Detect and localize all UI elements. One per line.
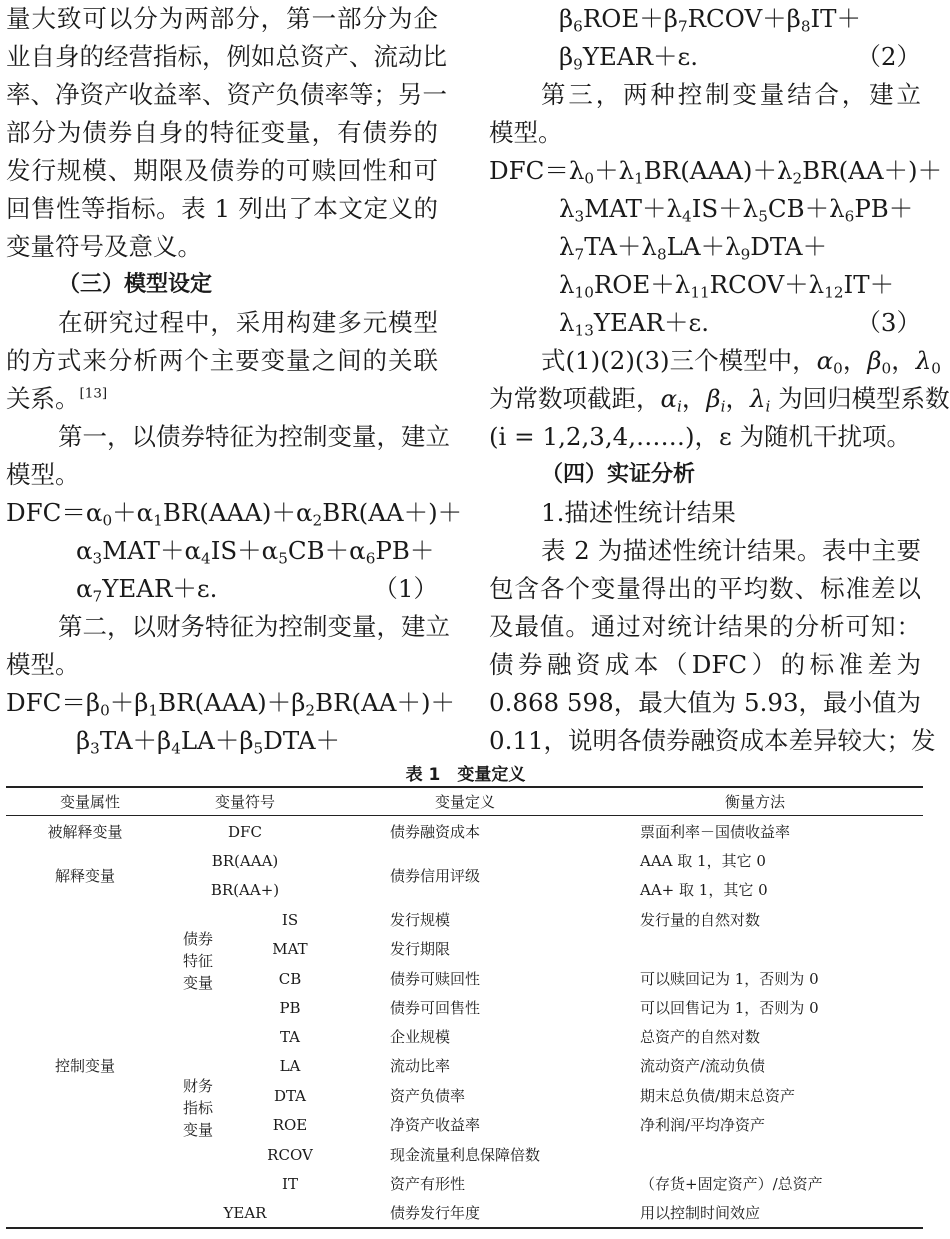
cell-method: 用以控制时间效应 bbox=[640, 1204, 761, 1222]
table-header-rule bbox=[6, 815, 923, 816]
equation-number: （2） bbox=[856, 42, 921, 71]
cell-symbol: DTA bbox=[273, 1087, 307, 1105]
cell-definition: 债券融资成本 bbox=[390, 823, 481, 841]
text-line: 第一，以债券特征为控制变量，建立 bbox=[58, 422, 450, 451]
equation-number: （1） bbox=[373, 574, 438, 603]
cell-definition: 债券信用评级 bbox=[390, 867, 481, 885]
equation-3-line: $\lambda_3MAT+\lambda_4IS+\lambda_5CB+\lambda_6PB+$ bbox=[559, 194, 914, 226]
text-line: 0.868 598，最大值为 5.93，最小值为 bbox=[489, 688, 922, 717]
table-top-rule bbox=[6, 786, 923, 788]
cell-definition: 现金流量利息保障倍数 bbox=[390, 1146, 541, 1164]
cell-symbol: LA bbox=[279, 1057, 301, 1075]
citation: [13] bbox=[79, 385, 108, 402]
cell-definition: 债券可赎回性 bbox=[390, 970, 481, 988]
equation-number: （3） bbox=[856, 308, 921, 337]
cell-method: 可以赎回记为 1，否则为 0 bbox=[640, 970, 819, 988]
cell-definition: 债券可回售性 bbox=[390, 999, 481, 1017]
subgroup-label-char: 特征 bbox=[182, 952, 213, 970]
text-line: 率、净资产收益率、资产负债率等；另一 bbox=[6, 80, 447, 109]
table-bottom-rule bbox=[6, 1227, 923, 1229]
cell-symbol: IT bbox=[282, 1175, 298, 1193]
text-line: 及最值。通过对统计结果的分析可知： bbox=[489, 612, 921, 641]
text-line: 表 2 为描述性统计结果。表中主要 bbox=[541, 536, 921, 565]
subgroup-label-bond-feature bbox=[168, 928, 228, 994]
subsection-heading: 1.描述性统计结果 bbox=[541, 498, 736, 527]
cell-symbol: ROE bbox=[272, 1116, 308, 1134]
text-line: 式(1)(2)(3)三个模型中，$\alpha_0$，$\beta_0$，$\lambda_0$ bbox=[541, 346, 941, 378]
section-heading: （四）实证分析 bbox=[541, 462, 696, 487]
equation-2-line: $\beta_3TA+\beta_4LA+\beta_5DTA+$ bbox=[76, 726, 341, 758]
cell-method: 发行量的自然对数 bbox=[640, 911, 761, 929]
equation-2-line: $\beta_9YEAR+\varepsilon$. （2） bbox=[489, 38, 921, 76]
text-span: 式(1)(2)(3)三个模型中， bbox=[541, 346, 817, 375]
cell-definition: 净资产收益率 bbox=[390, 1116, 481, 1134]
text-line: 回售性等指标。表 1 列出了本文定义的 bbox=[6, 194, 438, 223]
cell-method: （存货+固定资产）/总资产 bbox=[640, 1175, 823, 1193]
cell-symbol: CB bbox=[278, 970, 302, 988]
subgroup-label-char: 变量 bbox=[182, 1121, 213, 1139]
cell-method: 期末总负债/期末总资产 bbox=[640, 1087, 796, 1105]
cell-definition: 流动比率 bbox=[390, 1057, 451, 1075]
text-line: 债券融资成本（DFC）的标准差为 bbox=[489, 650, 921, 679]
text-line: 包含各个变量得出的平均数、标准差以 bbox=[489, 574, 921, 603]
text-line: 部分为债券自身的特征变量，有债券的 bbox=[6, 118, 438, 147]
cell-method: AA+ 取 1，其它 0 bbox=[640, 881, 768, 899]
text-line: 模型。 bbox=[6, 460, 80, 489]
text-line: 发行规模、期限及债券的可赎回性和可 bbox=[6, 156, 438, 185]
text-line: 为常数项截距，$\alpha_i$，$\beta_i$，$\lambda_i$ 为回归模型系数 bbox=[489, 384, 950, 416]
cell-method: AAA 取 1，其它 0 bbox=[640, 852, 766, 870]
cell-symbol: BR(AAA) bbox=[211, 852, 279, 870]
cell-symbol: DFC bbox=[228, 823, 262, 841]
subgroup-label-char: 指标 bbox=[182, 1099, 213, 1117]
group-label-control: 控制变量 bbox=[54, 1057, 115, 1075]
subgroup-label-char: 债券 bbox=[182, 930, 213, 948]
text-line: 在研究过程中，采用构建多元模型 bbox=[58, 308, 438, 337]
subgroup-label-financial bbox=[168, 1075, 228, 1141]
text-span: 为常数项截距， bbox=[489, 384, 661, 413]
text-line: 变量符号及意义。 bbox=[6, 232, 202, 261]
cell-definition: 发行期限 bbox=[390, 940, 451, 958]
cell-definition: 债券发行年度 bbox=[390, 1204, 481, 1222]
cell-method: 净利润/平均净资产 bbox=[640, 1116, 766, 1134]
equation-1-line: $\alpha_3MAT+\alpha_4IS+\alpha_5CB+\alpha_6PB+$ bbox=[76, 536, 435, 568]
equation-2-line: $DFC=\beta_0+\beta_1BR(AAA)+\beta_2BR(AA+)+$ bbox=[6, 688, 456, 720]
subgroup-label-char: 变量 bbox=[182, 974, 213, 992]
cell-method: 流动资产/流动负债 bbox=[640, 1057, 766, 1075]
text-line: 量大致可以分为两部分，第一部分为企 bbox=[6, 4, 438, 33]
cell-symbol: BR(AA+) bbox=[210, 881, 280, 899]
text-line bbox=[6, 380, 438, 418]
text-line: 的方式来分析两个主要变量之间的关联 bbox=[6, 346, 438, 375]
text-line: 第三，两种控制变量结合，建立 bbox=[541, 80, 921, 109]
group-label-explained: 被解释变量 bbox=[47, 823, 123, 841]
table-caption: 表 1 变量定义 bbox=[405, 765, 526, 785]
cell-method: 可以回售记为 1，否则为 0 bbox=[640, 999, 819, 1017]
text-span: 关系。 bbox=[6, 384, 80, 413]
table-header: 变量符号 bbox=[214, 793, 275, 811]
section-heading: （三）模型设定 bbox=[58, 272, 213, 297]
group-label-explanatory: 解释变量 bbox=[54, 867, 115, 885]
text-line: 模型。 bbox=[6, 650, 80, 679]
cell-symbol: MAT bbox=[272, 940, 308, 958]
text-line: (i = 1,2,3,4,……)，ε 为随机干扰项。 bbox=[489, 422, 912, 451]
table-header: 衡量方法 bbox=[724, 793, 785, 811]
equation-1-line: $DFC=\alpha_0+\alpha_1BR(AAA)+\alpha_2BR(AA+)+$ bbox=[6, 498, 463, 530]
cell-definition: 企业规模 bbox=[390, 1028, 451, 1046]
text-line: 0.11，说明各债券融资成本差异较大；发 bbox=[489, 726, 936, 755]
cell-symbol: RCOV bbox=[267, 1146, 313, 1164]
cell-symbol: IS bbox=[281, 911, 299, 929]
cell-symbol: PB bbox=[279, 999, 301, 1017]
cell-definition: 发行规模 bbox=[390, 911, 451, 929]
cell-method: 票面利率－国债收益率 bbox=[640, 823, 791, 841]
equation-3-line: $DFC=\lambda_0+\lambda_1BR(AAA)+\lambda_2BR(AA+)+$ bbox=[489, 156, 943, 188]
text-line: 第二，以财务特征为控制变量，建立 bbox=[58, 612, 450, 641]
equation-1-line: $\alpha_7YEAR+\varepsilon$. （1） bbox=[6, 570, 438, 608]
cell-definition: 资产负债率 bbox=[390, 1087, 466, 1105]
text-span: 为回归模型系数 bbox=[778, 384, 950, 413]
cell-symbol: YEAR bbox=[223, 1204, 267, 1222]
table-header: 变量属性 bbox=[59, 793, 120, 811]
text-line: 模型。 bbox=[489, 118, 563, 147]
subgroup-label-char: 财务 bbox=[182, 1077, 213, 1095]
table-header: 变量定义 bbox=[434, 793, 495, 811]
text-line: 业自身的经营指标，例如总资产、流动比 bbox=[6, 42, 447, 71]
equation-3-line: $\lambda_7TA+\lambda_8LA+\lambda_9DTA+$ bbox=[559, 232, 828, 264]
cell-method: 总资产的自然对数 bbox=[640, 1028, 761, 1046]
equation-3-line: $\lambda_{10}ROE+\lambda_{11}RCOV+\lambda_{12}IT+$ bbox=[559, 270, 895, 302]
cell-definition: 资产有形性 bbox=[390, 1175, 466, 1193]
equation-3-line: $\lambda_{13}YEAR+\varepsilon$. （3） bbox=[489, 304, 921, 342]
cell-symbol: TA bbox=[279, 1028, 301, 1046]
equation-2-line: $\beta_6ROE+\beta_7RCOV+\beta_8IT+$ bbox=[559, 4, 862, 36]
